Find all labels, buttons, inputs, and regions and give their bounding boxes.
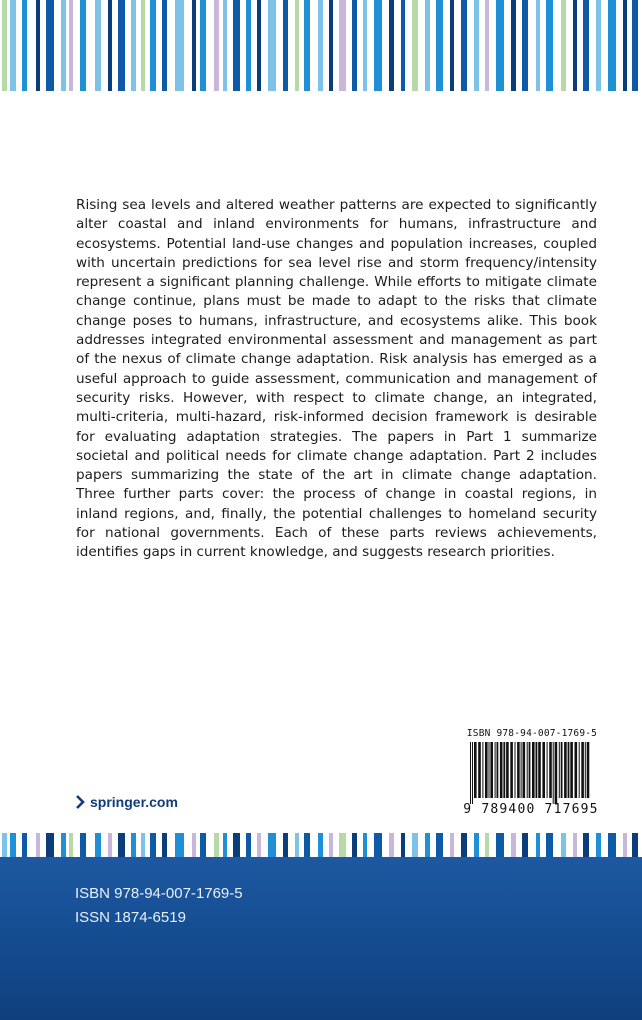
stripe [118, 0, 125, 91]
stripe [363, 0, 367, 91]
stripe [214, 833, 219, 857]
stripe [69, 833, 73, 857]
stripe [175, 0, 184, 91]
stripe [412, 0, 418, 91]
stripe [318, 833, 323, 857]
stripe [162, 0, 167, 91]
stripe [223, 833, 227, 857]
stripe [162, 833, 167, 857]
stripe [200, 0, 206, 91]
stripe [339, 0, 346, 91]
top-stripe-band [0, 0, 642, 91]
stripe [295, 0, 299, 91]
stripe [192, 833, 196, 857]
stripe [61, 833, 66, 857]
stripe [461, 833, 467, 857]
stripe [596, 0, 601, 91]
stripe [80, 833, 86, 857]
stripe [69, 0, 73, 91]
middle-stripe-band [0, 833, 642, 857]
barcode-block [462, 728, 600, 820]
stripe [295, 833, 299, 857]
stripe [536, 0, 540, 91]
stripe [36, 833, 40, 857]
stripe [511, 833, 516, 857]
stripe [61, 0, 66, 91]
stripe [2, 0, 7, 91]
stripe [95, 833, 101, 857]
panel-isbn: ISBN 978-94-007-1769-5 [75, 885, 243, 902]
stripe [401, 833, 405, 857]
barcode-icon [468, 742, 594, 804]
stripe [22, 0, 27, 91]
stripe [474, 833, 479, 857]
barcode-isbn-label: ISBN 978-94-007-1769-5 [466, 728, 598, 739]
stripe [583, 833, 589, 857]
stripe [10, 0, 16, 91]
stripe [485, 0, 489, 91]
stripe [632, 833, 638, 857]
stripe [485, 833, 489, 857]
stripe [436, 833, 443, 857]
stripe [283, 833, 288, 857]
stripe [131, 0, 136, 91]
stripe [536, 833, 540, 857]
stripe [246, 0, 251, 91]
stripe [329, 833, 333, 857]
stripe [131, 833, 136, 857]
stripe [339, 833, 346, 857]
stripe [141, 0, 145, 91]
stripe [304, 0, 310, 91]
bottom-panel [0, 857, 642, 1020]
stripe [46, 0, 54, 91]
stripe [496, 833, 504, 857]
stripe [596, 833, 601, 857]
stripe [2, 833, 7, 857]
stripe [257, 833, 261, 857]
stripe [389, 0, 394, 91]
stripe [150, 0, 156, 91]
stripe [108, 833, 112, 857]
stripe [561, 833, 566, 857]
stripe [546, 0, 553, 91]
springer-link[interactable] [76, 792, 178, 812]
stripe [352, 0, 357, 91]
stripe [257, 0, 261, 91]
stripe [95, 0, 101, 91]
panel-issn: ISSN 1874-6519 [75, 909, 186, 926]
stripe [352, 833, 357, 857]
stripe [141, 833, 145, 857]
stripe [329, 0, 333, 91]
stripe [10, 833, 16, 857]
stripe [450, 0, 454, 91]
springer-website: springer.com [90, 794, 178, 810]
stripe [623, 0, 627, 91]
back-cover-blurb: Rising sea levels and altered weather patterns are expected to significantly alter coastal and inland environments for humans, infrastructure and ecosystems. Potential land-use changes and population increases, coupled with uncertain predictions for sea level rise and storm frequency/intensity represent a significant planning challenge. While efforts to mitigate climate change continue, plans must be made to adapt to the risks that climate change poses to humans, infrastructure, and ecosystems alike. This book addresses integrated environmental assessment and management as part of the nexus of climate change adaptation. Risk analysis has emerged as a useful approach to guide assessment, communication and management of security risks. However, with respect to climate change, an integrated, multi-criteria, multi-hazard, risk-informed decision framework is desirable for evaluating adaptation strategies. The papers in Part 1 summarize societal and political needs for climate change adaptation. Part 2 includes papers summarizing the state of the art in climate change adaptation. Three further parts cover: the process of change in coastal regions, in inland regions, and, finally, the potential challenges to homeland security for national governments. Each of these parts reviews achievements, identifies gaps in current knowledge, and suggests research priorities. [76, 197, 597, 561]
stripe [623, 833, 627, 857]
stripe [546, 833, 553, 857]
stripe [632, 0, 638, 91]
stripe [425, 833, 430, 857]
stripe [573, 0, 577, 91]
stripe [283, 0, 288, 91]
stripe [583, 0, 589, 91]
stripe [246, 833, 251, 857]
stripe [36, 0, 40, 91]
stripe [522, 0, 528, 91]
stripe [522, 833, 528, 857]
stripe [233, 833, 240, 857]
stripe [511, 0, 516, 91]
stripe [401, 0, 405, 91]
stripe [412, 833, 418, 857]
stripe [389, 833, 394, 857]
stripe [150, 833, 156, 857]
stripe [474, 0, 479, 91]
stripe [561, 0, 566, 91]
stripe [304, 833, 310, 857]
stripe [363, 833, 367, 857]
stripe [118, 833, 125, 857]
stripe [318, 0, 323, 91]
stripe [108, 0, 112, 91]
stripe [436, 0, 443, 91]
stripe [608, 833, 616, 857]
barcode-digits: 9 789400 717695 [463, 802, 599, 817]
stripe [46, 833, 54, 857]
stripe [223, 0, 227, 91]
stripe [268, 833, 276, 857]
stripe [214, 0, 219, 91]
stripe [192, 0, 196, 91]
stripe [425, 0, 430, 91]
stripe [200, 833, 206, 857]
stripe [374, 833, 382, 857]
stripe [461, 0, 467, 91]
chevron-right-icon [76, 795, 85, 809]
stripe [80, 0, 86, 91]
stripe [608, 0, 616, 91]
stripe [22, 833, 27, 857]
stripe [268, 0, 276, 91]
stripe [175, 833, 184, 857]
stripe [233, 0, 240, 91]
stripe [573, 833, 577, 857]
stripe [374, 0, 382, 91]
stripe [450, 833, 454, 857]
stripe [496, 0, 504, 91]
